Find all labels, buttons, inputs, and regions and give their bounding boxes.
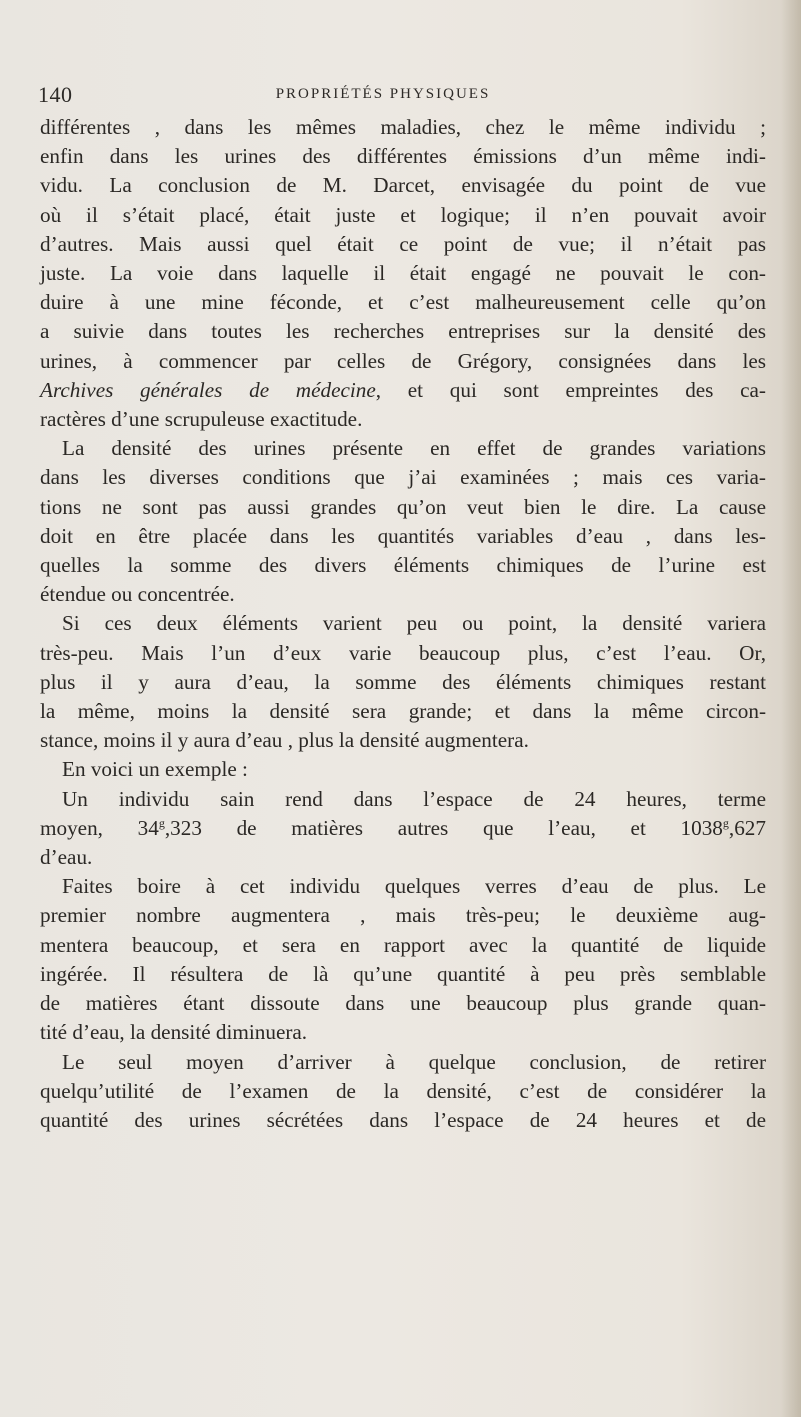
text-line: a suivie dans toutes les recherches entreprises sur la densité des bbox=[40, 319, 766, 344]
text-line: vidu. La conclusion de M. Darcet, envisagée du point de vue bbox=[40, 173, 766, 198]
gram-unit: g bbox=[722, 815, 729, 830]
running-title: PROPRIÉTÉS PHYSIQUES bbox=[275, 86, 491, 102]
text-line: Faites boire à cet individu quelques verres d’eau de plus. Le bbox=[62, 874, 766, 899]
text-line: stance, moins il y aura d’eau , plus la densité augmentera. bbox=[40, 728, 529, 753]
text-line: Le seul moyen d’arriver à quelque conclusion, de retirer bbox=[62, 1049, 766, 1074]
text-line: de matières étant dissoute dans une beaucoup plus grande quan- bbox=[40, 991, 766, 1016]
text-line: ractères d’une scrupuleuse exactitude. bbox=[40, 407, 363, 432]
text-line: ingérée. Il résultera de là qu’une quantité à peu près semblable bbox=[40, 961, 766, 986]
text-line: tions ne sont pas aussi grandes qu’on veut bien le dire. La cause bbox=[40, 494, 766, 519]
text-line: La densité des urines présente en effet de grandes variations bbox=[62, 436, 766, 461]
text-line: quantité des urines sécrétées dans l’espace de 24 heures et de bbox=[40, 1107, 766, 1132]
running-head bbox=[38, 82, 728, 112]
text-line: juste. La voie dans laquelle il était engagé ne pouvait le con- bbox=[40, 261, 766, 286]
journal-title: Archives générales de médecine bbox=[40, 377, 376, 402]
text-segment: moyen, 34 bbox=[40, 815, 159, 840]
text-segment: ,323 de matières autres que l’eau, et 1038 bbox=[164, 815, 723, 840]
text-line: quelles la somme des divers éléments chimiques de l’urine est bbox=[40, 553, 766, 578]
text-line: mentera beaucoup, et sera en rapport avec la quantité de liquide bbox=[40, 932, 766, 957]
text-line: plus il y aura d’eau, la somme des éléments chimiques restant bbox=[40, 669, 766, 694]
text-line-with-italic bbox=[40, 376, 766, 405]
text-line: Si ces deux éléments varient peu ou point, la densité variera bbox=[62, 611, 766, 636]
body-text bbox=[40, 113, 766, 1135]
text-line: duire à une mine féconde, et c’est malheureusement celle qu’on bbox=[40, 290, 766, 315]
text-line: très-peu. Mais l’un d’eux varie beaucoup plus, c’est l’eau. Or, bbox=[40, 640, 766, 665]
text-line: doit en être placée dans les quantités variables d’eau , dans les- bbox=[40, 523, 766, 548]
text-line: la même, moins la densité sera grande; et dans la même circon- bbox=[40, 699, 766, 724]
text-line: d’autres. Mais aussi quel était ce point de vue; il n’était pas bbox=[40, 231, 766, 256]
text-line-with-units bbox=[40, 814, 766, 843]
text-line: différentes , dans les mêmes maladies, chez le même individu ; bbox=[40, 115, 766, 139]
text-line: En voici un exemple : bbox=[62, 757, 248, 782]
page-number: 140 bbox=[38, 82, 73, 107]
page-edge-shadow bbox=[781, 0, 801, 1417]
text-line: où il s’était placé, était juste et logique; il n’en pouvait avoir bbox=[40, 202, 766, 227]
text-line: Un individu sain rend dans l’espace de 24 heures, terme bbox=[62, 786, 766, 811]
text-after-italic: , et qui sont empreintes des ca- bbox=[375, 377, 766, 402]
text-line: d’eau. bbox=[40, 845, 93, 870]
gram-unit: g bbox=[158, 815, 165, 830]
text-line: premier nombre augmentera , mais très-peu; le deuxième aug- bbox=[40, 903, 766, 928]
text-line: quelqu’utilité de l’examen de la densité, c’est de considérer la bbox=[40, 1078, 766, 1103]
text-line: étendue ou concentrée. bbox=[40, 582, 235, 607]
text-segment: ,627 bbox=[728, 815, 766, 840]
text-line: enfin dans les urines des différentes émissions d’un même indi- bbox=[40, 144, 766, 169]
text-line: dans les diverses conditions que j’ai examinées ; mais ces varia- bbox=[40, 465, 766, 490]
text-line: urines, à commencer par celles de Grégory, consignées dans les bbox=[40, 348, 766, 373]
text-line: tité d’eau, la densité diminuera. bbox=[40, 1020, 308, 1045]
